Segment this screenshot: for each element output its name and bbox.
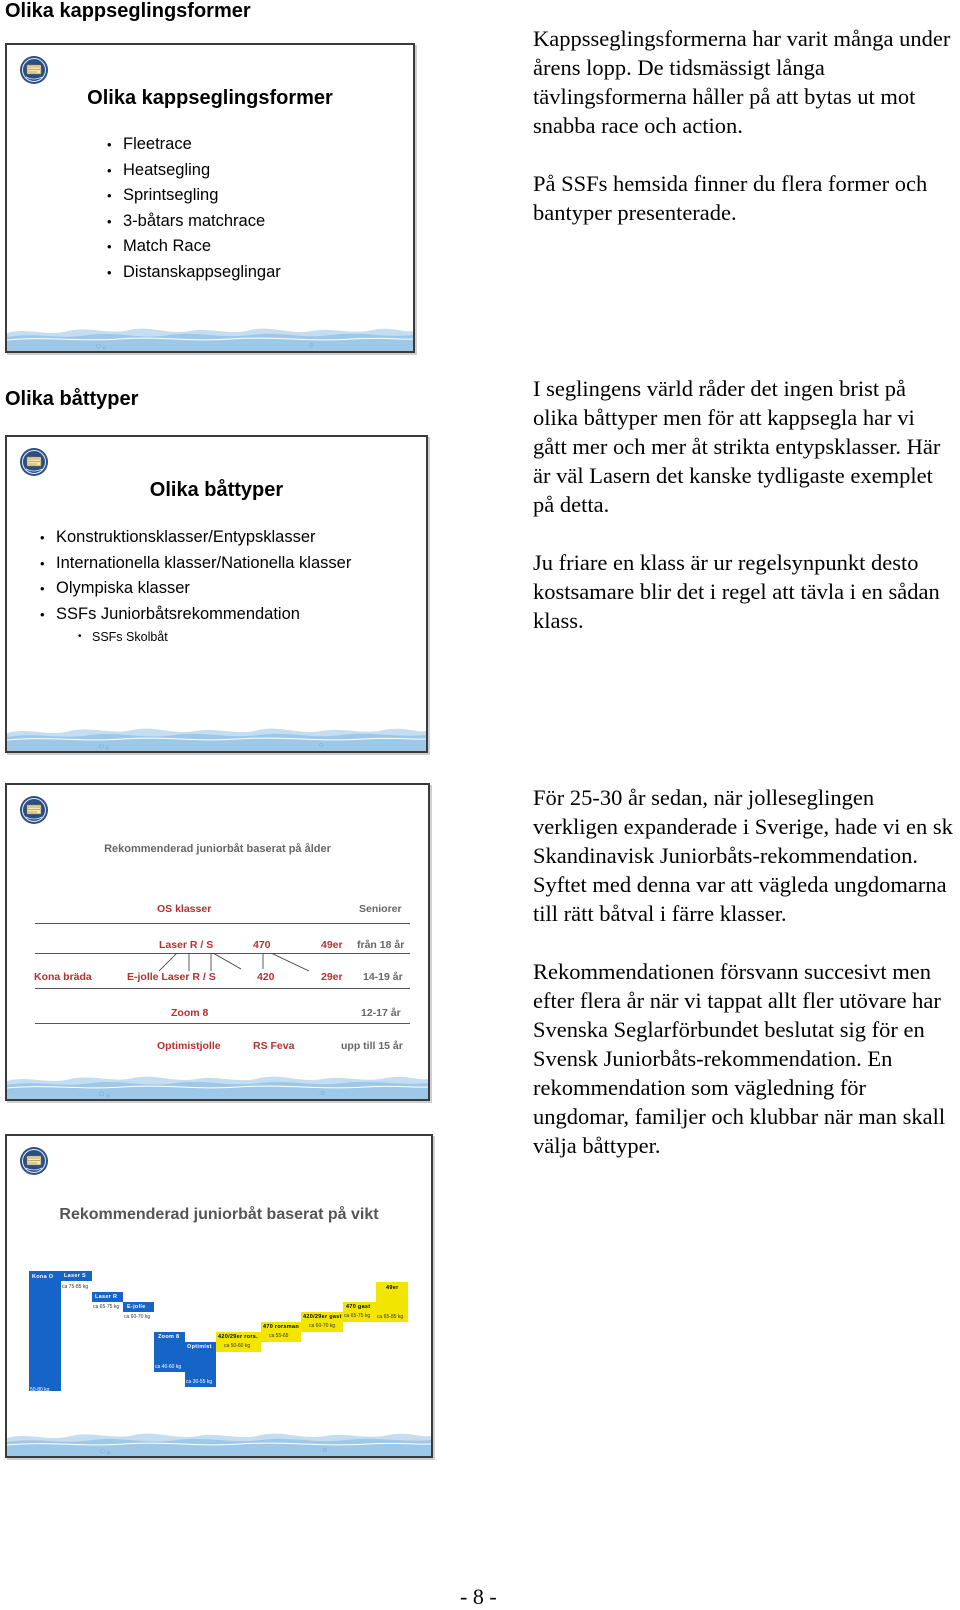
slide-junior-age	[5, 783, 430, 1101]
notes-junior	[533, 783, 953, 1160]
water-wave-decoration	[7, 723, 426, 751]
section-title-kappseglingsformer: Olika kappseglingsformer	[5, 0, 251, 22]
notes-paragraph: Rekommendationen försvann succesivt men efter flera år när vi tappat allt fler utövare har Svenska Seglarförbundet beslutat sig för en Svensk Juniorbåts-rekommendation. En rekommendation som vägledning för ungdomar, familjer och klubbar när man skall välja båttyper.	[533, 959, 946, 1158]
divider	[35, 1023, 410, 1024]
weight-bar-laser-s: Laser S	[61, 1271, 92, 1281]
notes-kappseglingsformer	[533, 24, 953, 227]
age-label-14-19: 14-19 år	[363, 971, 403, 983]
age-label-rsfeva: RS Feva	[253, 1040, 295, 1052]
age-label-optimist: Optimistjolle	[157, 1040, 221, 1052]
weight-bar-zoom8: Zoom 8 ca 40-60 kg	[154, 1332, 185, 1372]
ssf-logo-icon	[19, 447, 49, 477]
notes-paragraph: Ju friare en klass är ur regelsynpunkt desto kostsamare blir det i regel att tävla i en sådan klass.	[533, 550, 940, 633]
ssf-logo-icon	[19, 1146, 49, 1176]
list-item: • Distanskappseglingar	[107, 260, 281, 286]
age-label-12-17: 12-17 år	[361, 1007, 401, 1019]
arrows-decoration	[147, 953, 327, 973]
age-label-seniorer: Seniorer	[359, 903, 402, 915]
weight-bar-470-gast: 470 gast ca 65-75 kg	[343, 1302, 376, 1322]
age-label-zoom: Zoom 8	[171, 1007, 209, 1019]
age-label-os: OS klasser	[157, 903, 212, 915]
weight-bar-ejolle: E-jolle	[123, 1302, 154, 1312]
list-item: • Heatsegling	[107, 158, 281, 184]
weight-bar-laser-r: Laser R	[92, 1292, 123, 1302]
weight-bar-49er: 49er ca 65-85 kg	[376, 1282, 408, 1322]
list-sub-item: • SSFs Skolbåt	[40, 627, 351, 647]
age-label-laser: Laser R / S	[159, 939, 214, 951]
slide-kappseglingsformer	[5, 43, 415, 353]
age-label-18: från 18 år	[357, 939, 405, 951]
slide-junior-weight	[5, 1134, 433, 1458]
list-item: • Sprintsegling	[107, 183, 281, 209]
weight-bar-optimist: Optimist ca 30-55 kg	[185, 1342, 216, 1387]
age-label-kona: Kona bräda	[34, 971, 92, 983]
notes-battyper	[533, 374, 953, 635]
age-label-470: 470	[253, 939, 271, 951]
page-number: - 8 -	[460, 1584, 497, 1609]
weight-kg-laser-s: ca 75-85 kg	[62, 1284, 89, 1290]
divider	[35, 923, 410, 924]
weight-bar-420-rors: 420/29er rors. ca 50-60 kg	[216, 1332, 261, 1352]
slide-title: Rekommenderad juniorbåt baserat på vikt	[59, 1206, 379, 1223]
water-wave-decoration	[7, 1428, 431, 1456]
slide-title: Olika kappseglingsformer	[87, 87, 333, 109]
format-list	[107, 132, 281, 285]
weight-bar-470-rors: 470 rorsman ca 55-65	[261, 1322, 301, 1342]
list-item: • Match Race	[107, 234, 281, 260]
weight-bar-kona: Kona O 50-80 kg	[29, 1271, 61, 1391]
divider	[35, 988, 410, 989]
age-label-15: upp till 15 år	[341, 1040, 403, 1052]
list-item: • Internationella klasser/Nationella klasser	[40, 551, 351, 577]
notes-paragraph: På SSFs hemsida finner du flera former och bantyper presenterade.	[533, 171, 928, 225]
age-label-29er: 29er	[321, 971, 343, 983]
ssf-logo-icon	[19, 795, 49, 825]
water-wave-decoration	[7, 323, 413, 351]
notes-paragraph: För 25-30 år sedan, när jolleseglingen verkligen expanderade i Sverige, hade vi en sk Skandinavisk Juniorbåts-rekommendation. Syftet med denna var att vägleda ungdomarna till rätt båtval i färre klasser.	[533, 785, 953, 926]
list-item: • 3-båtars matchrace	[107, 209, 281, 235]
section-title-battyper: Olika båttyper	[5, 388, 139, 410]
weight-kg-ejolle: ca 60-70 kg	[124, 1314, 151, 1320]
age-label-49er: 49er	[321, 939, 343, 951]
weight-kg-laser-r: ca 65-75 kg	[93, 1304, 120, 1310]
water-wave-decoration	[7, 1071, 428, 1099]
slide-title: Olika båttyper	[149, 479, 284, 501]
list-item: • Konstruktionsklasser/Entypsklasser	[40, 525, 351, 551]
slide-title: Rekommenderad juniorbåt baserat på ålder	[104, 843, 331, 855]
ssf-logo-icon	[19, 55, 49, 85]
weight-bar-420-gast: 420/29er gast ca 60-70 kg	[301, 1312, 343, 1332]
age-label-ejolle: E-jolle Laser R / S	[127, 971, 216, 983]
list-item: • Olympiska klasser	[40, 576, 351, 602]
notes-paragraph: Kappsseglingsformerna har varit många under årens lopp. De tidsmässigt långa tävlingsformerna håller på att bytas ut mot snabba race och action.	[533, 26, 951, 138]
slide-battyper	[5, 435, 428, 753]
notes-paragraph: I seglingens värld råder det ingen brist på olika båttyper men för att kappsegla har vi gått mer och mer åt strikta entypsklasser. Här är väl Lasern det kanske tydligaste exemplet på detta.	[533, 376, 941, 517]
list-item: • SSFs Juniorbåtsrekommendation	[40, 602, 351, 628]
boat-type-list	[40, 525, 351, 647]
list-item: • Fleetrace	[107, 132, 281, 158]
age-label-420: 420	[257, 971, 275, 983]
